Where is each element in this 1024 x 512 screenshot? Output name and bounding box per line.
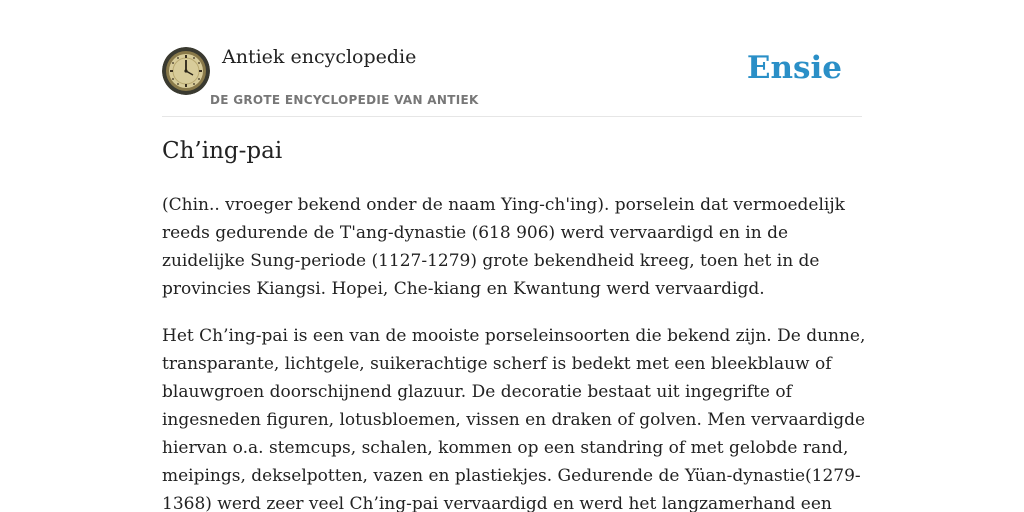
antique-clock-icon[interactable] xyxy=(162,47,210,95)
site-title[interactable]: Antiek encyclopedie xyxy=(222,46,417,68)
article-paragraph: (Chin.. vroeger bekend onder de naam Ying-ch'ing). porselein dat vermoedelijk reeds gedurende de T'ang-dynastie (618 906) werd vervaardigd en in de zuidelijke Sung-periode (1127-1279) grote bekendheid kreeg, toen het in de provincies Kiangsi. Hopei, Che-kiang en Kwantung werd vervaardigd. xyxy=(162,195,845,299)
brand-logo[interactable]: Ensie xyxy=(746,50,842,86)
site-subtitle: DE GROTE ENCYCLOPEDIE VAN ANTIEK xyxy=(210,93,479,107)
article-body xyxy=(162,191,874,512)
article-paragraph: Het Ch’ing-pai is een van de mooiste porseleinsoorten die bekend zijn. De dunne, transparante, lichtgele, suikerachtige scherf is bedekt met een bleekblauw of blauwgroen doorschijnend glazuur. De decoratie bestaat uit ingegrifte of ingesneden figuren, lotusbloemen, vissen en draken of golven. Men vervaardigde hiervan o.a. stemcups, schalen, kommen op een standring of met gelobde rand, meipings, dekselpotten, vazen en plastiekjes. Gedurende de Yüan-dynastie(1279-1368) werd zeer veel Ch’ing-pai vervaardigd en werd het langzamerhand een xyxy=(162,326,866,512)
site-header xyxy=(162,40,862,117)
article-title: Ch’ing-pai xyxy=(162,138,283,164)
